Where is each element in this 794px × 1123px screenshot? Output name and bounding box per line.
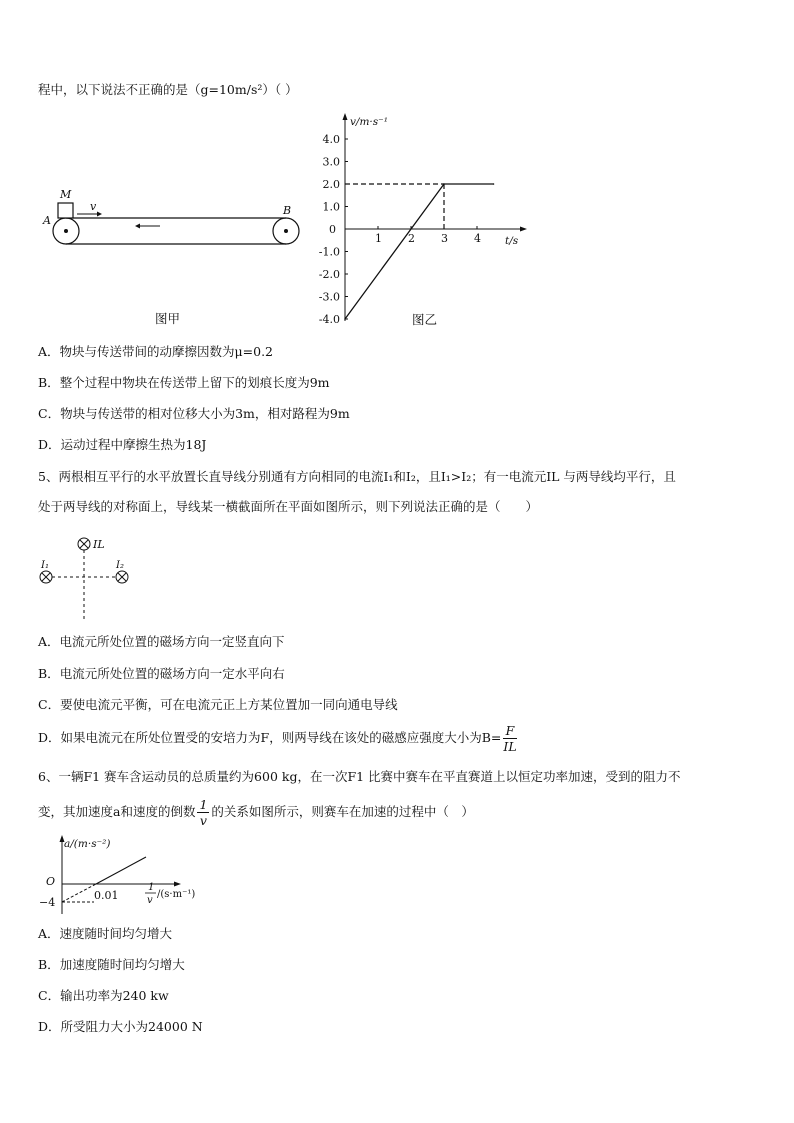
q6-stem-line2: 变，其加速度a和速度的倒数 $\frac{1}{v}$ 的关系如图所示，则赛车在加速的过程中（ ） — [38, 797, 474, 828]
vt-xtick-label: 2 — [408, 232, 415, 245]
label-I1: I₁ — [41, 560, 49, 571]
q4-option-d: D．运动过程中摩擦生热为18J — [38, 437, 207, 452]
wire-i1-symbol — [40, 571, 52, 583]
label-I2: I₂ — [116, 560, 124, 571]
ylabel-a: a/(m·s⁻²) — [64, 838, 111, 850]
q6-option-b: B．加速度随时间均匀增大 — [38, 957, 185, 972]
svg-text:v: v — [147, 895, 153, 906]
q5-option-a: A．电流元所处位置的磁场方向一定竖直向下 — [38, 634, 285, 649]
caption-yi: 图乙 — [412, 312, 438, 327]
vt-xlabel: t/s — [505, 235, 519, 247]
label-A: A — [43, 214, 51, 227]
label-v: v — [90, 200, 97, 213]
vt-ytick-label: -4.0 — [318, 313, 340, 326]
vt-ytick-label: 1.0 — [322, 200, 340, 214]
label-IL: IL — [93, 538, 105, 551]
q6-option-a: A．速度随时间均匀增大 — [38, 926, 173, 941]
q5-option-c: C．要使电流元平衡，可在电流元正上方某位置加一同向通电导线 — [38, 697, 398, 712]
q4-option-a: A．物块与传送带间的动摩擦因数为μ=0.2 — [38, 344, 274, 359]
vt-ytick-label: 4.0 — [322, 133, 340, 146]
current-element-symbol — [78, 538, 90, 550]
vt-data-point — [493, 183, 495, 185]
q5-option-d: D．如果电流元在所处位置受的安培力为F，则两导线在该处的磁感应强度大小为B= $\frac{F}{IL}$ — [38, 723, 517, 754]
ytick-minus4: −4 — [39, 896, 56, 909]
q6-option-c: C．输出功率为240 kw — [38, 988, 169, 1003]
q5-option-b: B．电流元所处位置的磁场方向一定水平向右 — [38, 666, 285, 681]
vt-ytick-label: -3.0 — [318, 290, 340, 304]
vt-graph — [300, 110, 540, 335]
label-M: M — [60, 188, 72, 201]
vt-xtick-label: 4 — [474, 232, 481, 245]
vt-xtick-label: 1 — [375, 232, 382, 245]
fraction-F-over-IL: $\frac{F}{IL}$ — [503, 723, 517, 754]
wire-i2-symbol — [116, 571, 128, 583]
vt-ylabel: v/m·s⁻¹ — [350, 116, 388, 128]
q4-option-c: C．物块与传送带的相对位移大小为3m，相对路程为9m — [38, 406, 350, 421]
svg-text:1: 1 — [148, 882, 155, 893]
caption-jia: 图甲 — [155, 311, 181, 326]
vt-x-arrow — [520, 227, 527, 232]
xtick-0-01: 0.01 — [94, 889, 119, 902]
vt-origin-label: 0 — [329, 223, 336, 236]
vt-xtick-label: 3 — [441, 232, 448, 245]
vt-data-point — [443, 183, 445, 185]
vt-ytick-label: 2.0 — [322, 178, 340, 191]
fraction-1-over-v: $\frac{1}{v}$ — [199, 797, 208, 828]
origin-O: O — [46, 875, 56, 888]
q6-option-d: D．所受阻力大小为24000 N — [38, 1019, 203, 1034]
q5-stem-line2: 处于两导线的对称面上，导线某一横截面所在平面如图所示，则下列说法正确的是（ ） — [38, 499, 539, 514]
label-B: B — [283, 204, 292, 217]
vt-ytick-label: -1.0 — [318, 245, 340, 259]
vt-series-line — [345, 184, 494, 319]
conveyor-belt-figure — [40, 180, 310, 330]
xlabel-1-over-v — [145, 882, 195, 906]
q6-stem-line1: 6、一辆F1 赛车含运动员的总质量约为600 kg，在一次F1 比赛中赛车在平直赛道上以恒定功率加速，受到的阻力不 — [38, 769, 681, 784]
svg-text:/(s·m⁻¹): /(s·m⁻¹) — [157, 889, 196, 900]
q4-option-b: B．整个过程中物块在传送带上留下的划痕长度为9m — [38, 375, 330, 390]
vt-data-point — [344, 318, 346, 320]
q5-stem-line1: 5、两根相互平行的水平放置长直导线分别通有方向相同的电流I₁和I₂，且I₁>I₂；有一电流元IL 与两导线均平行，且 — [38, 469, 676, 484]
wire-cross-section-figure — [34, 530, 144, 625]
vt-ytick-label: 3.0 — [322, 155, 340, 169]
q4-stem-tail: 程中，以下说法不正确的是（g=10m/s²）（ ） — [38, 82, 298, 97]
a-vs-inverse-v-graph — [36, 832, 226, 917]
vt-ytick-label: -2.0 — [318, 268, 340, 281]
vt-y-arrow — [343, 113, 348, 120]
